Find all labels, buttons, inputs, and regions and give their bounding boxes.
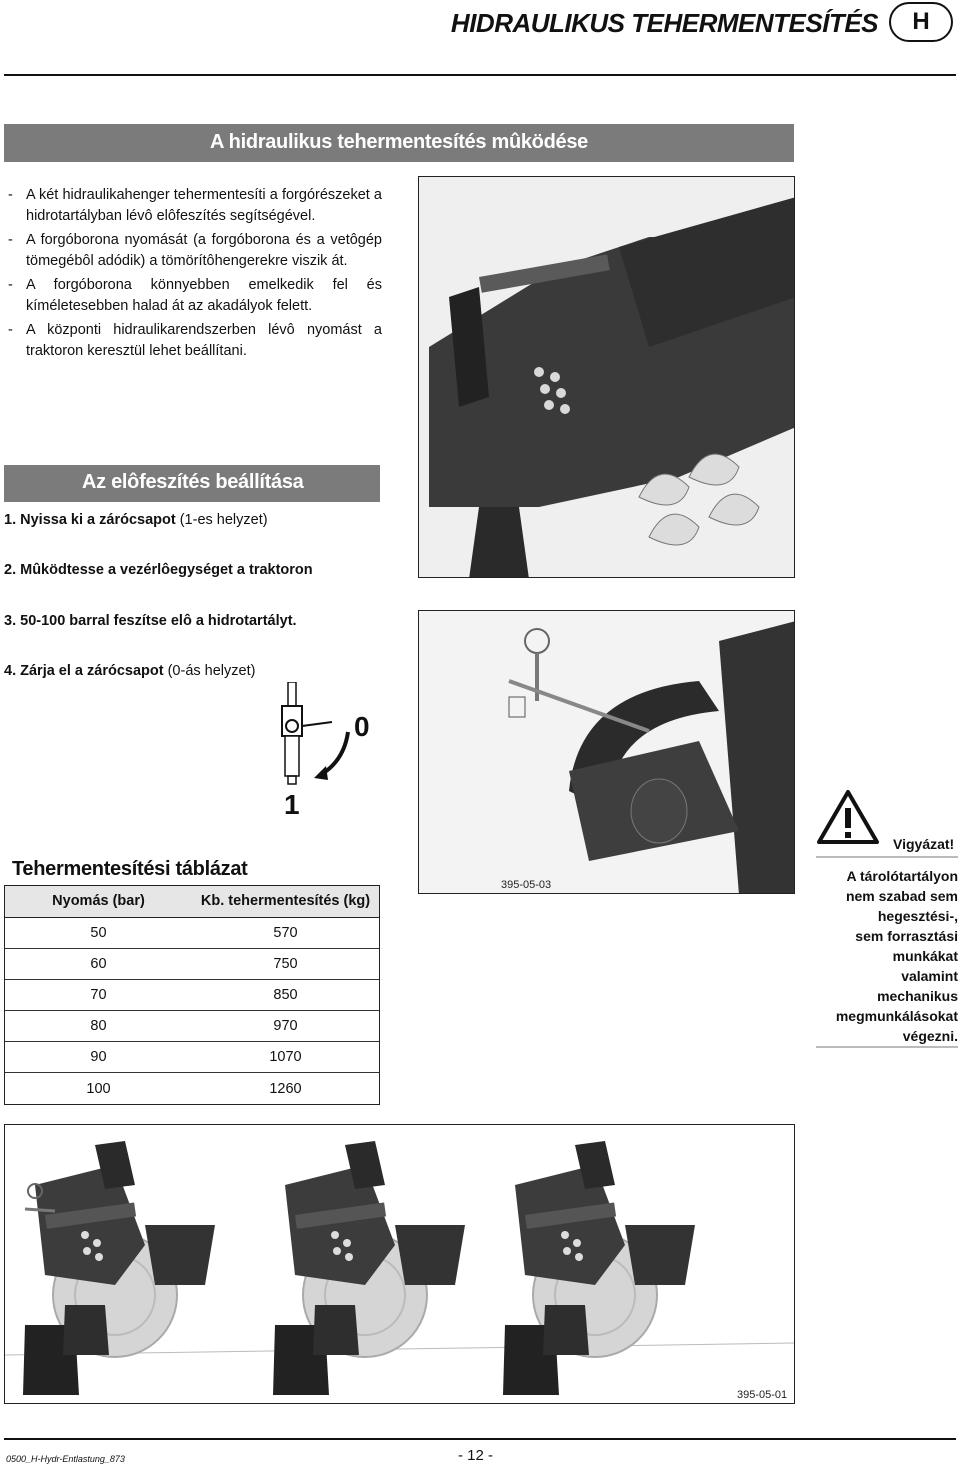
table-title: Tehermentesítési táblázat [12,858,248,880]
warning-text [816,866,958,1046]
warning-line: végezni. [902,1028,958,1044]
step-text-bold: Nyissa ki a zárócsapot [20,512,176,528]
table-cell: 80 [5,1011,192,1042]
step-number: 3. [4,613,17,629]
table-cell: 1070 [192,1042,379,1073]
step-number: 4. [4,663,17,679]
step-text: (1-es helyzet) [175,512,268,528]
table-cell: 60 [5,948,192,979]
table-cell: 50 [5,917,192,948]
subsection-heading: Az elôfeszítés beállítása [82,471,304,493]
warning-line: mechanikus [877,988,958,1004]
table-cell: 970 [192,1011,379,1042]
subsection-heading-band [4,465,380,502]
warning-title: Vigyázat! [893,836,955,852]
valve-diagram [270,682,380,817]
warning-divider [816,856,958,858]
page-title: HIDRAULIKUS TEHERMENTESÍTÉS [450,8,878,38]
warning-line: valamint [901,968,958,984]
step-text-bold: Mûködtesse a vezérlôegységet a traktoron [20,562,313,578]
relief-table [4,885,380,1105]
document-code: 0500_H-Hydr-Entlastung_873 [6,1454,125,1464]
valve-open-label: 1 [284,789,300,817]
table-header-row [5,886,379,917]
step-text-bold: 50-100 barral feszítse elô a hidrotartályt. [20,613,297,629]
warning-line: A tárolótartályon [846,868,958,884]
table-cell: 570 [192,917,379,948]
page-number: - 12 - [458,1447,494,1464]
table-row [5,1073,379,1104]
table-row [5,1011,379,1042]
table-row [5,917,379,948]
table-row [5,948,379,979]
warning-line: munkákat [892,948,958,964]
figure-code: 395-05-03 [501,879,552,891]
warning-line: megmunkálásokat [835,1008,958,1024]
valve-closed-label: 0 [354,711,370,742]
footer-divider [4,1438,956,1440]
step-item [4,613,297,629]
table-cell: 70 [5,979,192,1010]
step-text: (0-ás helyzet) [163,663,256,679]
bullet-item: - A forgóborona könnyebben emelkedik fel és kíméletesebben halad át az akadályok felett. [4,275,382,317]
warning-line: nem szabad sem [845,888,958,904]
warning-divider [816,1046,958,1048]
table-row [5,1042,379,1073]
accumulator-photo [418,610,795,894]
figure-code: 395-05-01 [737,1389,788,1401]
header-divider [4,74,956,76]
warning-triangle-icon [816,788,880,846]
step-item [4,512,268,528]
bullet-item: - A központi hidraulikarendszerben lévô nyomást a traktoron keresztül lehet beállítani. [4,320,382,362]
section-heading: A hidraulikus tehermentesítés mûködése [210,131,588,153]
bullet-item: - A forgóborona nyomását (a forgóborona és a vetôgép tömegébôl adódik) a tömörítôhengerekre viszik át. [4,230,382,272]
step-item [4,562,313,578]
step-number: 2. [4,562,17,578]
step-item [4,663,255,679]
section-heading-band [4,124,794,162]
table-cell: 90 [5,1042,192,1073]
table-cell: 1260 [269,1080,302,1097]
warning-line: hegesztési-, [877,908,958,924]
table-row [5,979,379,1010]
column-header: Kb. tehermentesítés (kg) [192,886,379,917]
table-cell: 850 [192,979,379,1010]
bullet-list [4,185,382,365]
section-letter-badge: H [889,2,953,42]
step-number: 1. [4,512,17,528]
column-header: Nyomás (bar) [5,886,192,917]
machine-positions-illustration [4,1124,795,1404]
table-cell: 750 [192,948,379,979]
table-cell: 100 [86,1080,111,1097]
step-text-bold: Zárja el a zárócsapot [20,663,164,679]
warning-line: sem forrasztási [855,928,958,944]
hydraulic-cylinder-photo [418,176,795,578]
bullet-item: - A két hidraulikahenger tehermentesíti a forgórészeket a hidrotartályban lévô elôfeszítés segítségével. [4,185,382,227]
